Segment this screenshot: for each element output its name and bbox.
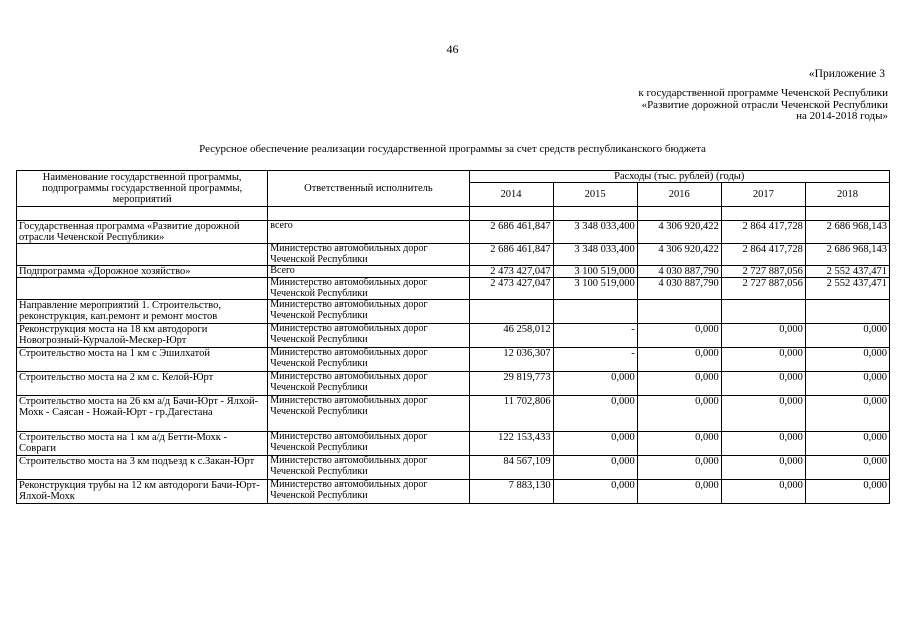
row-name: Реконструкция трубы на 12 км автодороги Бачи-Юрт-Ялхой-Мохк (17, 480, 268, 504)
row-value-2014: 2 686 461,847 (469, 221, 553, 244)
row-value-2016: 4 030 887,790 (637, 266, 721, 278)
table-row (17, 480, 890, 504)
row-value-2014: 2 686 461,847 (469, 244, 553, 266)
table-row (17, 348, 890, 372)
program-reference (638, 88, 888, 123)
row-value-2017: 0,000 (721, 480, 805, 504)
table-row (17, 278, 890, 300)
row-executor (268, 207, 469, 221)
appendix-label: «Приложение 3 (808, 68, 885, 80)
row-value-2018: 0,000 (805, 348, 889, 372)
row-value-2016: 0,000 (637, 456, 721, 480)
row-value-2015 (553, 207, 637, 221)
row-executor: Министерство автомобильных дорог Чеченской Республики (268, 480, 469, 504)
table-row (17, 456, 890, 480)
table-row (17, 300, 890, 324)
row-value-2018 (805, 207, 889, 221)
table-row (17, 244, 890, 266)
program-line: «Развитие дорожной отрасли Чеченской Республики (641, 98, 888, 111)
row-value-2015: - (553, 324, 637, 348)
header-expenses: Расходы (тыс. рублей) (годы) (469, 171, 890, 183)
row-value-2017: 0,000 (721, 372, 805, 396)
row-value-2018: 0,000 (805, 372, 889, 396)
row-value-2016: 0,000 (637, 396, 721, 432)
row-executor: Всего (268, 266, 469, 278)
row-value-2016 (637, 207, 721, 221)
row-value-2017: 0,000 (721, 432, 805, 456)
row-value-2014: 2 473 427,047 (469, 278, 553, 300)
row-value-2017: 2 727 887,056 (721, 266, 805, 278)
row-executor: Министерство автомобильных дорог Чеченской Республики (268, 300, 469, 324)
row-value-2015: 0,000 (553, 432, 637, 456)
row-value-2017: 0,000 (721, 348, 805, 372)
row-value-2017: 0,000 (721, 396, 805, 432)
program-line: на 2014-2018 годы» (796, 110, 888, 122)
row-value-2016: 0,000 (637, 432, 721, 456)
row-value-2015: 0,000 (553, 372, 637, 396)
row-value-2014: 84 567,109 (469, 456, 553, 480)
row-value-2017: 0,000 (721, 456, 805, 480)
table-row (17, 432, 890, 456)
row-value-2018: 0,000 (805, 396, 889, 432)
table-row (17, 372, 890, 396)
row-executor: всего (268, 221, 469, 244)
row-name: Государственная программа «Развитие дорожной отрасли Чеченской Республики» (17, 221, 268, 244)
row-executor: Министерство автомобильных дорог Чеченской Республики (268, 278, 469, 300)
row-value-2015: 3 348 033,400 (553, 244, 637, 266)
row-value-2018: 0,000 (805, 480, 889, 504)
row-executor: Министерство автомобильных дорог Чеченской Республики (268, 432, 469, 456)
header-name: Наименование государственной программы, подпрограммы государственной программы, мероприятий (17, 171, 268, 207)
row-value-2018: 0,000 (805, 456, 889, 480)
row-value-2018: 0,000 (805, 324, 889, 348)
header-executor: Ответственный исполнитель (268, 171, 469, 207)
row-value-2017: 2 727 887,056 (721, 278, 805, 300)
row-value-2016: 0,000 (637, 372, 721, 396)
header-year: 2016 (637, 183, 721, 207)
row-executor: Министерство автомобильных дорог Чеченской Республики (268, 348, 469, 372)
row-name (17, 244, 268, 266)
row-value-2014: 2 473 427,047 (469, 266, 553, 278)
row-value-2017: 2 864 417,728 (721, 244, 805, 266)
row-value-2015: 3 348 033,400 (553, 221, 637, 244)
document-title: Ресурсное обеспечение реализации государственной программы за счет средств республиканского бюджета (199, 143, 706, 155)
table-row (17, 324, 890, 348)
row-executor: Министерство автомобильных дорог Чеченской Республики (268, 396, 469, 432)
row-value-2017 (721, 207, 805, 221)
row-value-2016: 4 030 887,790 (637, 278, 721, 300)
table-row (17, 221, 890, 244)
row-name: Подпрограмма «Дорожное хозяйство» (17, 266, 268, 278)
row-value-2018: 0,000 (805, 432, 889, 456)
row-value-2018: 2 686 968,143 (805, 244, 889, 266)
header-row (17, 171, 890, 183)
row-value-2015: 3 100 519,000 (553, 266, 637, 278)
row-name (17, 278, 268, 300)
row-value-2016: 0,000 (637, 480, 721, 504)
row-value-2015: 0,000 (553, 396, 637, 432)
row-value-2018: 2 686 968,143 (805, 221, 889, 244)
row-value-2017: 2 864 417,728 (721, 221, 805, 244)
row-value-2015: 0,000 (553, 456, 637, 480)
header-year: 2015 (553, 183, 637, 207)
row-value-2015: - (553, 348, 637, 372)
row-name: Строительство моста на 2 км с. Келой-Юрт (17, 372, 268, 396)
row-name: Строительство моста на 1 км с Эшилхатой (17, 348, 268, 372)
header-year: 2014 (469, 183, 553, 207)
table-row (17, 266, 890, 278)
row-value-2016: 0,000 (637, 348, 721, 372)
table-body (17, 207, 890, 504)
row-value-2014: 11 702,806 (469, 396, 553, 432)
row-value-2014: 46 258,012 (469, 324, 553, 348)
resource-table (16, 170, 890, 504)
row-name: Реконструкция моста на 18 км автодороги Новогрозный-Курчалой-Мескер-Юрт (17, 324, 268, 348)
row-name: Строительство моста на 1 км а/д Бетти-Мохк - Совраги (17, 432, 268, 456)
row-name: Направление мероприятий 1. Строительство, реконструкция, кап.ремонт и ремонт мостов (17, 300, 268, 324)
row-value-2016: 4 306 920,422 (637, 244, 721, 266)
row-value-2016: 0,000 (637, 324, 721, 348)
row-value-2014: 7 883,130 (469, 480, 553, 504)
row-value-2014: 29 819,773 (469, 372, 553, 396)
row-value-2014 (469, 300, 553, 324)
header-year: 2017 (721, 183, 805, 207)
row-value-2015 (553, 300, 637, 324)
row-executor: Министерство автомобильных дорог Чеченской Республики (268, 244, 469, 266)
row-executor: Министерство автомобильных дорог Чеченской Республики (268, 456, 469, 480)
row-executor: Министерство автомобильных дорог Чеченской Республики (268, 372, 469, 396)
row-value-2017: 0,000 (721, 324, 805, 348)
program-line: к государственной программе Чеченской Республики (638, 87, 888, 99)
page-number: 46 (446, 42, 459, 56)
row-value-2014: 12 036,307 (469, 348, 553, 372)
header-year: 2018 (805, 183, 889, 207)
row-name: Строительство моста на 3 км подъезд к с.Закан-Юрт (17, 456, 268, 480)
row-value-2015: 0,000 (553, 480, 637, 504)
row-name (17, 207, 268, 221)
row-value-2018: 2 552 437,471 (805, 278, 889, 300)
row-value-2014 (469, 207, 553, 221)
row-value-2018: 2 552 437,471 (805, 266, 889, 278)
table-row (17, 396, 890, 432)
row-value-2015: 3 100 519,000 (553, 278, 637, 300)
row-value-2017 (721, 300, 805, 324)
row-value-2018 (805, 300, 889, 324)
row-value-2016 (637, 300, 721, 324)
row-value-2016: 4 306 920,422 (637, 221, 721, 244)
row-name: Строительство моста на 26 км а/д Бачи-Юрт - Ялхой-Мохк - Саясан - Ножай-Юрт - гр.Дагестана (17, 396, 268, 432)
row-executor: Министерство автомобильных дорог Чеченской Республики (268, 324, 469, 348)
row-value-2014: 122 153,433 (469, 432, 553, 456)
table-row (17, 207, 890, 221)
